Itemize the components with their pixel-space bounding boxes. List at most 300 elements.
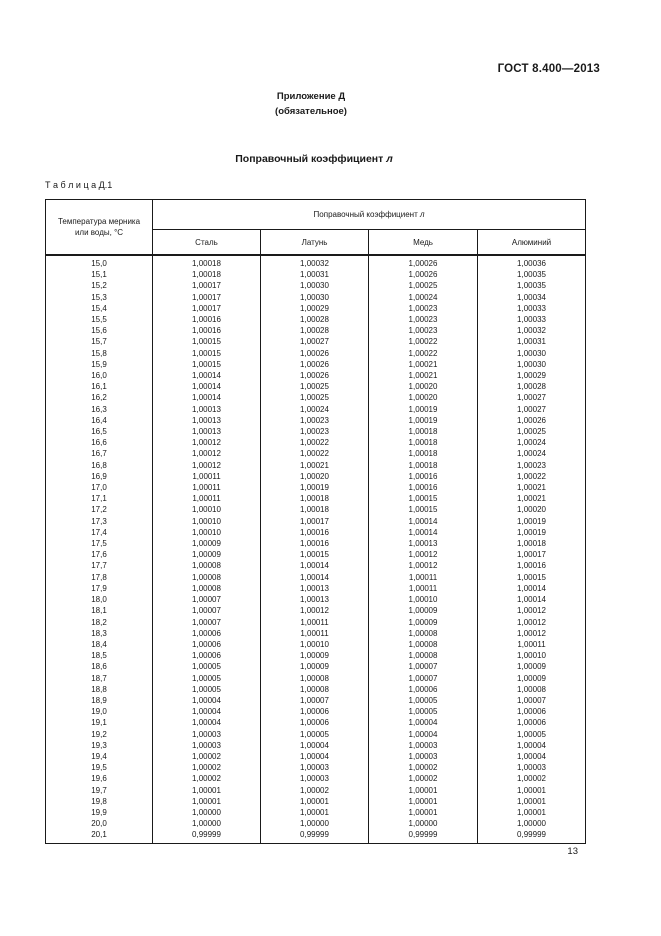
table-cell: 16,4 — [91, 415, 107, 425]
coefficient-table — [45, 199, 586, 844]
table-cell: 1,00010 — [369, 594, 478, 605]
table-cell: 1,00031 — [478, 336, 586, 347]
table-cell: 1,00000 — [369, 818, 478, 829]
table-cell: 1,00001 — [153, 796, 261, 807]
table-cell: 1,00011 — [478, 639, 586, 650]
table-cell: 1,00002 — [153, 762, 261, 773]
table-cell: 1,00001 — [478, 796, 586, 807]
table-cell: 1,00019 — [369, 404, 478, 415]
table-cell: 1,00013 — [153, 404, 261, 415]
table-row — [46, 706, 586, 717]
table-cell: 1,00025 — [478, 426, 586, 437]
temperature-header-line2: или воды, °С — [74, 228, 124, 237]
table-cell: 1,00023 — [369, 325, 478, 336]
table-cell: 1,00015 — [153, 359, 261, 370]
table-cell: 1,00000 — [261, 818, 369, 829]
table-cell: 16,8 — [91, 460, 107, 470]
table-cell: 1,00010 — [153, 504, 261, 515]
table-cell: 1,00018 — [369, 460, 478, 471]
table-row — [46, 818, 586, 829]
table-cell: 1,00033 — [478, 303, 586, 314]
table-cell: 1,00012 — [369, 549, 478, 560]
table-cell: 1,00009 — [478, 673, 586, 684]
table-row — [46, 740, 586, 751]
table-cell: 1,00002 — [478, 773, 586, 784]
table-cell: 1,00012 — [153, 437, 261, 448]
table-cell: 1,00015 — [261, 549, 369, 560]
table-cell: 1,00018 — [261, 493, 369, 504]
table-cell: 1,00003 — [153, 729, 261, 740]
table-cell: 1,00001 — [369, 807, 478, 818]
table-cell: 1,00022 — [478, 471, 586, 482]
table-row — [46, 717, 586, 728]
table-cell: 18,6 — [91, 662, 107, 672]
table-cell: 18,0 — [91, 595, 107, 605]
table-cell: 1,00018 — [369, 437, 478, 448]
table-cell: 15,9 — [91, 359, 107, 369]
table-cell: 1,00022 — [261, 437, 369, 448]
table-cell: 1,00002 — [261, 785, 369, 796]
table-cell: 1,00021 — [369, 359, 478, 370]
table-cell: 1,00027 — [261, 336, 369, 347]
table-cell: 16,1 — [91, 382, 107, 392]
table-cell: 1,00013 — [261, 583, 369, 594]
table-cell: 1,00020 — [369, 392, 478, 403]
table-cell: 1,00007 — [478, 695, 586, 706]
temperature-header-line1: Температура мерника — [57, 216, 141, 226]
table-cell: 1,00011 — [153, 493, 261, 504]
table-cell: 1,00014 — [261, 560, 369, 571]
table-row — [46, 471, 586, 482]
table-cell: 1,00021 — [478, 482, 586, 493]
table-cell: 15,1 — [91, 270, 107, 280]
table-cell: 1,00009 — [369, 605, 478, 616]
table-cell: 1,00007 — [369, 673, 478, 684]
table-cell: 17,2 — [91, 505, 107, 515]
table-cell: 18,3 — [91, 628, 107, 638]
table-row — [46, 807, 586, 818]
table-cell: 1,00016 — [153, 314, 261, 325]
table-cell: 1,00002 — [369, 762, 478, 773]
table-cell: 1,00005 — [153, 673, 261, 684]
table-cell: 1,00022 — [261, 448, 369, 459]
table-cell: 18,7 — [91, 673, 107, 683]
table-cell: 17,1 — [91, 494, 107, 504]
table-cell: 18,8 — [91, 684, 107, 694]
table-cell: 1,00023 — [369, 314, 478, 325]
table-cell: 1,00013 — [261, 594, 369, 605]
appendix-qualifier: (обязательное) — [275, 105, 347, 117]
table-cell: 1,00012 — [153, 460, 261, 471]
table-row — [46, 751, 586, 762]
table-cell: 1,00011 — [153, 482, 261, 493]
table-cell: 15,3 — [91, 292, 107, 302]
table-cell: 1,00004 — [153, 706, 261, 717]
table-cell: 18,9 — [91, 695, 107, 705]
table-cell: 1,00028 — [261, 314, 369, 325]
table-cell: 1,00026 — [261, 370, 369, 381]
table-cell: 1,00007 — [153, 617, 261, 628]
table-row — [46, 661, 586, 672]
table-cell: 1,00010 — [478, 650, 586, 661]
table-row — [46, 762, 586, 773]
table-cell: 15,8 — [91, 348, 107, 358]
table-cell: 17,5 — [91, 539, 107, 549]
table-cell: 1,00008 — [153, 583, 261, 594]
page-number: 13 — [567, 846, 578, 857]
table-cell: 1,00034 — [478, 292, 586, 303]
table-cell: 1,00029 — [261, 303, 369, 314]
table-cell: 1,00015 — [153, 336, 261, 347]
table-cell: 1,00017 — [261, 516, 369, 527]
table-cell: 19,4 — [91, 751, 107, 761]
table-row — [46, 448, 586, 459]
page-title — [0, 153, 628, 165]
table-cell: 1,00026 — [369, 255, 478, 269]
table-cell: 1,00011 — [153, 471, 261, 482]
table-row — [46, 370, 586, 381]
table-cell: 1,00017 — [478, 549, 586, 560]
table-cell: 1,00016 — [369, 482, 478, 493]
table-cell: 19,3 — [91, 740, 107, 750]
table-cell: 1,00011 — [261, 628, 369, 639]
table-cell: 1,00010 — [153, 527, 261, 538]
table-row — [46, 359, 586, 370]
table-row — [46, 280, 586, 291]
table-cell: 1,00006 — [261, 717, 369, 728]
table-cell: 1,00009 — [153, 549, 261, 560]
table-cell: 1,00011 — [369, 583, 478, 594]
table-cell: 17,0 — [91, 483, 107, 493]
table-header-row-1 — [46, 200, 586, 230]
table-cell: 1,00012 — [478, 617, 586, 628]
table-row — [46, 773, 586, 784]
table-cell: 1,00006 — [478, 717, 586, 728]
table-cell: 1,00003 — [369, 751, 478, 762]
table-cell: 15,4 — [91, 303, 107, 313]
table-cell: 1,00002 — [153, 773, 261, 784]
table-cell: 1,00025 — [261, 392, 369, 403]
table-cell: 1,00009 — [153, 538, 261, 549]
table-cell: 16,9 — [91, 471, 107, 481]
table-cell: 15,0 — [91, 259, 107, 268]
table-cell: 1,00009 — [261, 650, 369, 661]
coefficient-span-header — [153, 200, 586, 230]
table-row — [46, 617, 586, 628]
column-header-aluminum: Алюминий — [478, 230, 586, 256]
table-cell: 1,00001 — [369, 796, 478, 807]
table-cell: 1,00019 — [478, 516, 586, 527]
table-cell: 1,00016 — [153, 325, 261, 336]
table-cell: 18,1 — [91, 606, 107, 616]
table-cell: 1,00010 — [153, 516, 261, 527]
table-cell: 16,5 — [91, 427, 107, 437]
table-cell: 19,1 — [91, 718, 107, 728]
table-cell: 1,00020 — [369, 381, 478, 392]
table-row — [46, 829, 586, 843]
table-cell: 17,7 — [91, 561, 107, 571]
table-cell: 1,00001 — [261, 796, 369, 807]
table-row — [46, 415, 586, 426]
column-header-brass: Латунь — [261, 230, 369, 256]
table-row — [46, 504, 586, 515]
table-cell: 1,00014 — [153, 392, 261, 403]
table-row — [46, 538, 586, 549]
table-row — [46, 560, 586, 571]
table-cell: 1,00015 — [369, 504, 478, 515]
table-row — [46, 336, 586, 347]
table-cell: 1,00004 — [153, 695, 261, 706]
table-cell: 1,00019 — [369, 415, 478, 426]
table-cell: 1,00015 — [478, 572, 586, 583]
table-row — [46, 684, 586, 695]
appendix-heading — [0, 90, 622, 119]
table-row — [46, 673, 586, 684]
table-cell: 1,00030 — [261, 280, 369, 291]
table-cell: 1,00000 — [153, 807, 261, 818]
table-cell: 1,00005 — [153, 661, 261, 672]
table-cell: 1,00008 — [369, 639, 478, 650]
table-cell: 1,00035 — [478, 280, 586, 291]
table-cell: 1,00016 — [369, 471, 478, 482]
table-row — [46, 269, 586, 280]
table-row — [46, 605, 586, 616]
table-cell: 1,00023 — [261, 426, 369, 437]
table-cell: 1,00005 — [369, 706, 478, 717]
table-cell: 1,00007 — [261, 695, 369, 706]
table-cell: 1,00022 — [369, 336, 478, 347]
table-row — [46, 527, 586, 538]
table-row — [46, 628, 586, 639]
table-row — [46, 325, 586, 336]
table-cell: 17,6 — [91, 550, 107, 560]
table-cell: 1,00026 — [478, 415, 586, 426]
table-cell: 1,00014 — [261, 572, 369, 583]
table-row — [46, 695, 586, 706]
table-cell: 1,00005 — [369, 695, 478, 706]
table-cell: 1,00016 — [478, 560, 586, 571]
table-cell: 16,6 — [91, 438, 107, 448]
table-cell: 1,00018 — [153, 269, 261, 280]
table-cell: 1,00004 — [478, 740, 586, 751]
table-cell: 1,00023 — [369, 303, 478, 314]
table-cell: 1,00003 — [261, 773, 369, 784]
column-header-copper: Медь — [369, 230, 478, 256]
table-cell: 1,00024 — [478, 448, 586, 459]
table-cell: 17,9 — [91, 583, 107, 593]
table-cell: 19,6 — [91, 774, 107, 784]
table-cell: 1,00005 — [478, 729, 586, 740]
table-cell: 1,00001 — [478, 785, 586, 796]
table-cell: 1,00030 — [478, 348, 586, 359]
table-cell: 1,00017 — [153, 292, 261, 303]
appendix-name: Приложение Д — [276, 91, 346, 102]
table-cell: 1,00014 — [153, 381, 261, 392]
table-cell: 1,00014 — [369, 516, 478, 527]
table-row — [46, 796, 586, 807]
table-cell: 1,00012 — [478, 605, 586, 616]
table-cell: 1,00033 — [478, 314, 586, 325]
table-cell: 19,2 — [91, 729, 107, 739]
table-cell: 1,00023 — [478, 460, 586, 471]
table-cell: 1,00006 — [153, 650, 261, 661]
table-cell: 1,00000 — [153, 818, 261, 829]
table-cell: 1,00026 — [261, 348, 369, 359]
table-cell: 1,00015 — [369, 493, 478, 504]
table-cell: 1,00000 — [478, 818, 586, 829]
table-cell: 1,00020 — [478, 504, 586, 515]
table-cell: 1,00004 — [261, 751, 369, 762]
table-cell: 1,00017 — [153, 280, 261, 291]
table-cell: 1,00011 — [369, 572, 478, 583]
table-cell: 1,00012 — [153, 448, 261, 459]
table-row — [46, 785, 586, 796]
table-cell: 0,99999 — [369, 829, 478, 843]
table-cell: 19,9 — [91, 807, 107, 817]
table-row — [46, 314, 586, 325]
page-title-symbol: л — [386, 153, 393, 165]
table-cell: 1,00012 — [369, 560, 478, 571]
table-cell: 16,2 — [91, 393, 107, 403]
table-cell: 1,00004 — [369, 717, 478, 728]
table-row — [46, 549, 586, 560]
table-cell: 1,00008 — [369, 650, 478, 661]
table-cell: 1,00028 — [261, 325, 369, 336]
table-cell: 1,00024 — [478, 437, 586, 448]
table-cell: 1,00014 — [478, 594, 586, 605]
table-cell: 1,00027 — [478, 392, 586, 403]
table-cell: 1,00007 — [153, 594, 261, 605]
table-cell: 16,3 — [91, 404, 107, 414]
table-cell: 1,00013 — [153, 426, 261, 437]
table-cell: 1,00004 — [261, 740, 369, 751]
table-cell: 1,00005 — [153, 684, 261, 695]
table-cell: 16,0 — [91, 371, 107, 381]
table-cell: 1,00010 — [261, 639, 369, 650]
table-cell: 1,00008 — [369, 628, 478, 639]
table-cell: 1,00032 — [478, 325, 586, 336]
table-label: Т а б л и ц а Д.1 — [45, 180, 113, 190]
table-cell: 1,00018 — [478, 538, 586, 549]
standard-number: ГОСТ 8.400—2013 — [497, 63, 600, 75]
table-cell: 1,00004 — [478, 751, 586, 762]
table-cell: 1,00006 — [478, 706, 586, 717]
table-cell: 19,0 — [91, 707, 107, 717]
table-cell: 1,00014 — [369, 527, 478, 538]
table-cell: 1,00024 — [369, 292, 478, 303]
table-cell: 1,00018 — [153, 255, 261, 269]
table-cell: 1,00032 — [261, 255, 369, 269]
table-cell: 1,00001 — [369, 785, 478, 796]
table-cell: 15,5 — [91, 315, 107, 325]
table-row — [46, 493, 586, 504]
coefficient-span-header-text: Поправочный коэффициент — [313, 210, 420, 219]
table-cell: 20,1 — [91, 830, 107, 840]
table-row — [46, 729, 586, 740]
table-cell: 1,00028 — [478, 381, 586, 392]
table-cell: 1,00006 — [153, 639, 261, 650]
table-cell: 1,00008 — [153, 560, 261, 571]
table-cell: 1,00021 — [261, 460, 369, 471]
table-cell: 1,00008 — [261, 684, 369, 695]
table-cell: 1,00006 — [369, 684, 478, 695]
table-cell: 17,4 — [91, 527, 107, 537]
table-row — [46, 572, 586, 583]
table-cell: 1,00003 — [261, 762, 369, 773]
table-cell: 1,00016 — [261, 527, 369, 538]
table-row — [46, 594, 586, 605]
table-cell: 1,00001 — [478, 807, 586, 818]
table-cell: 1,00021 — [478, 493, 586, 504]
table-cell: 1,00025 — [261, 381, 369, 392]
table-cell: 1,00016 — [261, 538, 369, 549]
page-title-text: Поправочный коэффициент — [235, 153, 387, 165]
table-cell: 17,8 — [91, 572, 107, 582]
table-body — [46, 255, 586, 843]
table-cell: 1,00018 — [369, 426, 478, 437]
table-cell: 0,99999 — [153, 829, 261, 843]
table-cell: 1,00012 — [261, 605, 369, 616]
table-cell: 1,00022 — [369, 348, 478, 359]
table-cell: 1,00024 — [261, 404, 369, 415]
table-cell: 1,00009 — [478, 661, 586, 672]
table-cell: 1,00009 — [261, 661, 369, 672]
table-cell: 1,00003 — [153, 740, 261, 751]
table-cell: 1,00030 — [478, 359, 586, 370]
table-cell: 1,00017 — [153, 303, 261, 314]
table-cell: 1,00015 — [153, 348, 261, 359]
table-cell: 1,00023 — [261, 415, 369, 426]
coefficient-span-header-symbol: л — [419, 210, 425, 219]
table-row — [46, 460, 586, 471]
table-cell: 1,00012 — [478, 628, 586, 639]
table-row — [46, 437, 586, 448]
table-cell: 19,8 — [91, 796, 107, 806]
table-cell: 1,00018 — [369, 448, 478, 459]
table-cell: 1,00026 — [261, 359, 369, 370]
temperature-column-header — [46, 200, 153, 256]
table-cell: 15,7 — [91, 337, 107, 347]
table-cell: 1,00001 — [261, 807, 369, 818]
table-cell: 0,99999 — [478, 829, 586, 843]
table-cell: 1,00026 — [369, 269, 478, 280]
table-cell: 1,00019 — [478, 527, 586, 538]
table-cell: 1,00030 — [261, 292, 369, 303]
table-row — [46, 639, 586, 650]
table-cell: 1,00005 — [261, 729, 369, 740]
table-cell: 18,5 — [91, 651, 107, 661]
table-cell: 1,00009 — [369, 617, 478, 628]
table-cell: 1,00008 — [153, 572, 261, 583]
table-cell: 1,00021 — [369, 370, 478, 381]
table-cell: 1,00002 — [153, 751, 261, 762]
table-cell: 16,7 — [91, 449, 107, 459]
table-row — [46, 482, 586, 493]
table-row — [46, 292, 586, 303]
table-row — [46, 381, 586, 392]
table-row — [46, 255, 586, 269]
table-cell: 1,00036 — [478, 255, 586, 269]
table-row — [46, 650, 586, 661]
table-row — [46, 392, 586, 403]
table-cell: 1,00029 — [478, 370, 586, 381]
table-cell: 1,00014 — [478, 583, 586, 594]
table-cell: 17,3 — [91, 516, 107, 526]
table-cell: 19,7 — [91, 785, 107, 795]
table-cell: 1,00008 — [478, 684, 586, 695]
table-cell: 1,00004 — [153, 717, 261, 728]
table-cell: 1,00013 — [369, 538, 478, 549]
